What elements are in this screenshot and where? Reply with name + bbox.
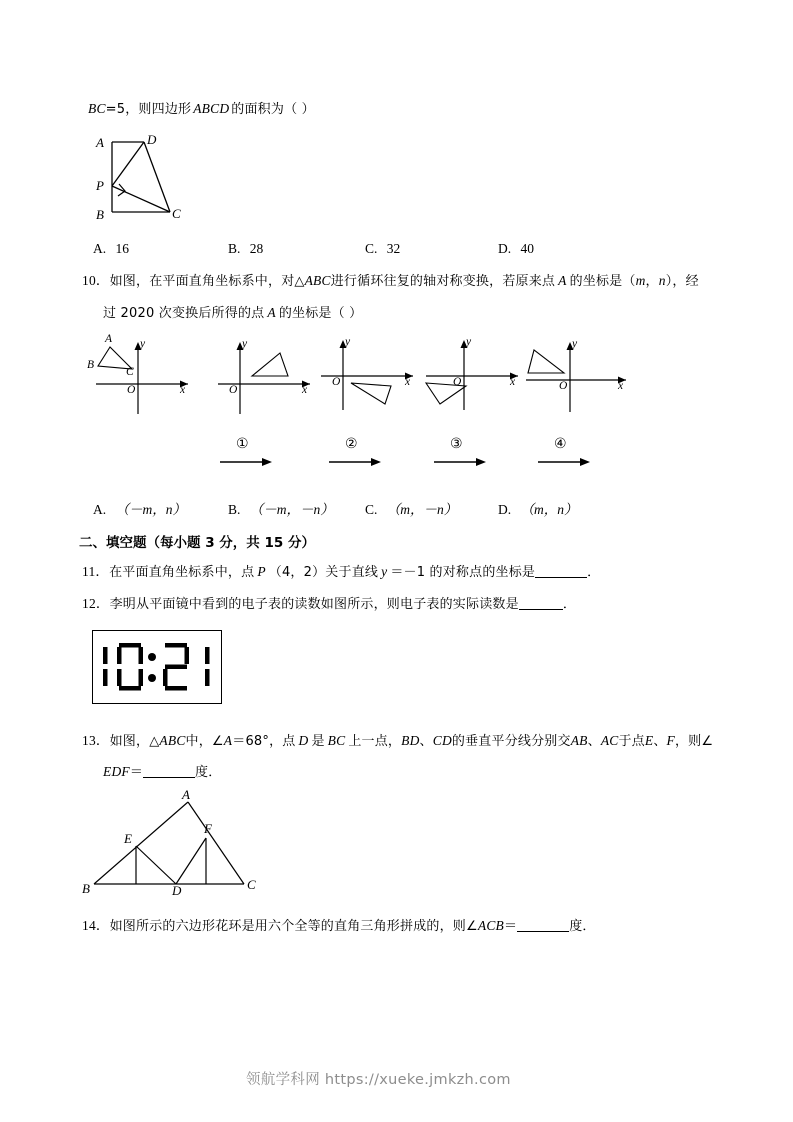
q13-number: 13．	[82, 733, 110, 748]
label-x: x	[510, 376, 516, 388]
q13-AC-label: AC	[600, 733, 619, 748]
q13-AB-label: AB	[570, 733, 588, 748]
label-C: C	[247, 877, 256, 892]
q13-text-h: 、	[587, 734, 601, 749]
label-y: y	[572, 338, 578, 350]
step-marker-3: ③	[450, 436, 463, 452]
arrow-right-icon	[432, 455, 488, 469]
q12-answer-blank[interactable]	[519, 609, 563, 610]
q9-text-b: 的面积为（ ）	[231, 102, 315, 117]
question-10-line-2	[103, 303, 362, 323]
arrow-right-icon	[327, 455, 383, 469]
q9-option-b[interactable]	[228, 241, 263, 257]
q13-text-c: ＝68°，点	[232, 734, 296, 749]
label-y: y	[345, 336, 351, 348]
question-11	[82, 562, 600, 582]
q13-E-label: E	[644, 733, 654, 748]
q10-n-label: n	[658, 273, 666, 288]
label-A: A	[105, 333, 113, 345]
axes-step-4-svg	[518, 336, 638, 416]
q13-D-label: D	[298, 733, 309, 748]
q10-option-d-key: D.	[498, 502, 512, 517]
q9-option-a[interactable]	[93, 241, 129, 257]
q13-text-g: 的垂直平分线分别交	[451, 734, 571, 749]
site-watermark: 领航学科网 https://xueke.jmkzh.com	[246, 1072, 511, 1088]
label-B: B	[96, 207, 104, 222]
transform-arrow-2	[327, 455, 383, 474]
q13-edf-label: EDF	[103, 764, 130, 779]
q10-option-b-value: （－m，－n）	[249, 502, 334, 517]
triangle-abc-svg	[84, 788, 266, 896]
q10-m-label: m	[635, 273, 646, 288]
figure-triangle-perpendicular-bisectors	[84, 788, 266, 896]
q9-bc-label: BC	[88, 101, 106, 116]
q9-text-a: =5，则四边形	[105, 102, 192, 117]
label-x: x	[180, 384, 186, 396]
q9-option-a-key: A.	[93, 241, 107, 256]
q13-A-label: A	[223, 733, 233, 748]
q13-equals: ＝	[129, 765, 144, 780]
q10-option-c-key: C.	[365, 502, 378, 517]
label-C: C	[126, 366, 134, 378]
q13-BC-label: BC	[327, 733, 346, 748]
question-13-line-1	[82, 731, 713, 751]
quadrilateral-abcd-svg	[92, 134, 202, 226]
label-A: A	[182, 787, 190, 802]
label-A: A	[96, 135, 104, 150]
q10-option-d[interactable]	[498, 498, 578, 518]
q11-text-a: 在平面直角坐标系中，点	[109, 565, 255, 580]
figure-axes-step-2	[313, 336, 423, 416]
question-10-line-1	[82, 271, 699, 291]
label-E: E	[124, 831, 132, 846]
q10-option-c-value: （m，－n）	[386, 502, 458, 517]
q11-text-d: ．	[587, 565, 601, 580]
label-C: C	[172, 206, 181, 221]
q13-text-tail: 度．	[195, 765, 222, 780]
q13-text-f: 、	[419, 734, 433, 749]
q10-A-label-1: A	[558, 273, 567, 288]
q10-comma: ，	[645, 274, 659, 289]
q13-text-d: 是	[311, 734, 325, 749]
q9-option-c-value: 32	[386, 241, 401, 256]
q10-text-e: 过 2020 次变换后所得的点	[103, 306, 265, 321]
question-13-line-2	[103, 762, 221, 782]
q10-option-c[interactable]	[365, 498, 457, 518]
q11-number: 11．	[82, 564, 110, 579]
q9-option-a-value: 16	[115, 241, 129, 256]
q9-option-d-key: D.	[498, 241, 512, 256]
label-B: B	[87, 359, 95, 371]
step-marker-1: ①	[236, 436, 249, 452]
q9-abcd-label: ABCD	[193, 101, 230, 116]
q10-A-label-2: A	[267, 305, 276, 320]
q9-option-d[interactable]	[498, 241, 534, 257]
q13-text-k: ，则∠	[674, 734, 714, 749]
q11-answer-blank[interactable]	[535, 577, 587, 578]
q10-abc-label: ABC	[304, 273, 331, 288]
q10-option-a[interactable]	[93, 498, 186, 518]
q13-abc-label: ABC	[159, 733, 186, 748]
q10-text-a: 如图，在平面直角坐标系中，对△	[109, 274, 305, 289]
q13-text-b: 中，∠	[185, 734, 224, 749]
label-F: F	[204, 821, 212, 836]
label-x: x	[405, 376, 411, 388]
q13-CD-label: CD	[432, 733, 452, 748]
label-y: y	[466, 336, 472, 348]
figure-quadrilateral-abcd	[92, 134, 202, 226]
q13-text-j: 、	[653, 734, 667, 749]
q9-option-b-key: B.	[228, 241, 241, 256]
transform-arrow-1	[218, 455, 274, 474]
q12-text-a: 李明从平面镜中看到的电子表的读数如图所示，则电子表的实际读数是	[109, 597, 519, 612]
question-9-continuation	[88, 99, 315, 119]
q13-text-e: 上一点，	[348, 734, 402, 749]
arrow-right-icon	[218, 455, 274, 469]
section-2-title: 二、填空题（每小题 3 分，共 15 分）	[79, 535, 315, 551]
label-P: P	[96, 178, 104, 193]
q10-text-c: 的坐标是（	[569, 274, 636, 289]
q11-text-b: （4，2）关于直线	[268, 565, 379, 580]
q9-option-c[interactable]	[365, 241, 400, 257]
figure-axes-original	[87, 333, 198, 416]
question-12	[82, 594, 576, 614]
q10-text-f: 的坐标是（ ）	[278, 306, 363, 321]
label-y: y	[140, 338, 146, 350]
figure-axes-step-4	[518, 336, 638, 416]
q10-option-b-key: B.	[228, 502, 241, 517]
q13-BD-label: BD	[401, 733, 420, 748]
axes-step-1-svg	[210, 336, 320, 416]
q14-answer-blank[interactable]	[517, 931, 569, 932]
q10-option-b[interactable]	[228, 498, 334, 518]
q10-option-a-value: （－m，n）	[115, 502, 186, 517]
q14-text-a: 如图所示的六边形花环是用六个全等的直角三角形拼成的，则∠	[109, 919, 478, 934]
label-D: D	[147, 132, 157, 147]
label-O: O	[332, 376, 341, 388]
q14-text-b: ＝	[503, 919, 518, 934]
q13-text-i: 于点	[618, 734, 645, 749]
label-x: x	[618, 380, 624, 392]
q10-text-b: 进行循环往复的轴对称变换，若原来点	[330, 274, 556, 289]
q11-y-label: y	[381, 564, 388, 579]
figure-mirrored-digital-clock	[92, 630, 222, 704]
q9-option-c-key: C.	[365, 241, 378, 256]
transform-arrow-3	[432, 455, 488, 474]
transform-arrow-4	[536, 455, 592, 474]
seven-segment-display	[93, 631, 219, 701]
label-D: D	[172, 883, 182, 898]
label-B: B	[82, 881, 90, 896]
step-marker-2: ②	[345, 436, 358, 452]
q14-text-c: 度．	[569, 919, 596, 934]
q11-p-label: P	[257, 564, 266, 579]
question-14	[82, 916, 596, 936]
arrow-right-icon	[536, 455, 592, 469]
q10-text-d: ），经	[665, 274, 699, 289]
q12-text-b: ．	[562, 597, 577, 612]
q10-number: 10．	[82, 273, 110, 288]
q10-option-a-key: A.	[93, 502, 107, 517]
label-O: O	[127, 384, 136, 396]
q9-option-d-value: 40	[520, 241, 534, 256]
label-x: x	[302, 384, 308, 396]
label-O: O	[453, 376, 462, 388]
q9-option-b-value: 28	[249, 241, 264, 256]
figure-axes-step-3	[418, 336, 528, 416]
q13-F-label: F	[666, 733, 675, 748]
figure-axes-step-1	[210, 336, 320, 416]
q14-number: 14．	[82, 918, 110, 933]
step-marker-4: ④	[554, 436, 567, 452]
label-y: y	[242, 338, 248, 350]
q12-number: 12．	[82, 596, 110, 611]
q11-text-c: ＝－1 的对称点的坐标是	[390, 565, 536, 580]
q13-answer-blank[interactable]	[143, 777, 195, 778]
q13-text-a: 如图，△	[109, 734, 160, 749]
label-O: O	[559, 380, 568, 392]
q14-acb-label: ACB	[477, 918, 504, 933]
q10-option-d-value: （m，n）	[520, 502, 578, 517]
label-O: O	[229, 384, 238, 396]
